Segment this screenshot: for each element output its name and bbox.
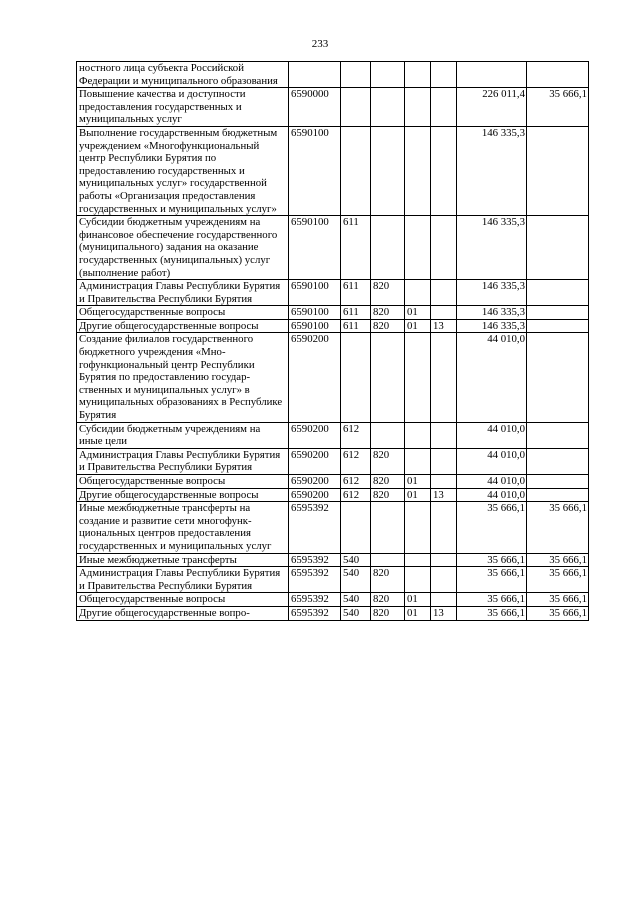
cell-target-article: 6590200: [289, 448, 341, 474]
page-number: 233: [311, 38, 329, 50]
cell-administrator: 820: [371, 280, 405, 306]
cell-target-article: 6590200: [289, 333, 341, 422]
cell-administrator: [371, 62, 405, 88]
cell-administrator: 820: [371, 567, 405, 593]
cell-target-article: 6595392: [289, 593, 341, 607]
cell-amount-federal: [527, 126, 589, 215]
cell-section: [405, 333, 431, 422]
cell-section: [405, 567, 431, 593]
cell-target-article: 6590100: [289, 126, 341, 215]
cell-target-article: 6595392: [289, 502, 341, 553]
cell-section: 01: [405, 319, 431, 333]
cell-administrator: 820: [371, 593, 405, 607]
cell-subsection: 13: [431, 488, 457, 502]
cell-section: [405, 62, 431, 88]
cell-target-article: 6590200: [289, 475, 341, 489]
cell-amount-total: 146 335,3: [457, 306, 527, 320]
cell-expense-type: 612: [341, 448, 371, 474]
cell-amount-total: 146 335,3: [457, 126, 527, 215]
cell-amount-total: 35 666,1: [457, 502, 527, 553]
table-row: [77, 88, 589, 127]
cell-amount-total: 146 335,3: [457, 319, 527, 333]
table-row: [77, 475, 589, 489]
cell-amount-total: 146 335,3: [457, 280, 527, 306]
table-row: [77, 606, 589, 620]
cell-amount-federal: [527, 448, 589, 474]
cell-target-article: 6590100: [289, 306, 341, 320]
cell-name: Другие общегосударственные вопросы: [77, 319, 289, 333]
cell-amount-federal: 35 666,1: [527, 502, 589, 553]
table-row: [77, 216, 589, 280]
cell-expense-type: [341, 333, 371, 422]
cell-amount-federal: [527, 306, 589, 320]
cell-administrator: [371, 126, 405, 215]
cell-amount-federal: [527, 280, 589, 306]
cell-expense-type: [341, 126, 371, 215]
cell-expense-type: 612: [341, 488, 371, 502]
cell-section: [405, 216, 431, 280]
table-row: [77, 567, 589, 593]
cell-section: [405, 502, 431, 553]
cell-section: [405, 553, 431, 567]
cell-administrator: [371, 502, 405, 553]
cell-amount-federal: [527, 488, 589, 502]
cell-amount-total: 44 010,0: [457, 422, 527, 448]
cell-expense-type: 611: [341, 306, 371, 320]
table-row: [77, 319, 589, 333]
cell-amount-federal: 35 666,1: [527, 593, 589, 607]
table-body: [77, 62, 589, 621]
cell-name: Общегосударственные вопросы: [77, 475, 289, 489]
cell-subsection: [431, 502, 457, 553]
cell-name: Администрация Главы Республики Бурятия и Правительства Республики Бурятия: [77, 448, 289, 474]
table-row: [77, 593, 589, 607]
table-row: [77, 448, 589, 474]
cell-name: ностного лица субъекта Российской Федерации и муниципального образования: [77, 62, 289, 88]
cell-section: [405, 422, 431, 448]
cell-expense-type: 540: [341, 606, 371, 620]
cell-administrator: 820: [371, 488, 405, 502]
cell-name: Создание филиалов государственного бюджетного учреждения «Многофункциональный центр Республики Бурятия по предоставлению государственных и муниципальных услуг» в муниципальных образованиях в Республике Бурятия: [77, 333, 289, 422]
cell-section: 01: [405, 306, 431, 320]
cell-expense-type: 611: [341, 216, 371, 280]
cell-section: [405, 448, 431, 474]
cell-administrator: 820: [371, 448, 405, 474]
cell-amount-total: 35 666,1: [457, 553, 527, 567]
cell-name: Повышение качества и доступности предоставления государственных и муниципальных услуг: [77, 88, 289, 127]
cell-expense-type: 540: [341, 593, 371, 607]
cell-amount-federal: 35 666,1: [527, 567, 589, 593]
cell-subsection: [431, 422, 457, 448]
cell-target-article: [289, 62, 341, 88]
table-row: [77, 488, 589, 502]
cell-target-article: 6595392: [289, 553, 341, 567]
cell-administrator: 820: [371, 606, 405, 620]
cell-subsection: [431, 593, 457, 607]
cell-amount-total: 35 666,1: [457, 593, 527, 607]
cell-amount-federal: [527, 216, 589, 280]
cell-amount-federal: 35 666,1: [527, 553, 589, 567]
cell-section: 01: [405, 593, 431, 607]
cell-name: Другие общегосударственные вопро-: [77, 606, 289, 620]
table-row: [77, 62, 589, 88]
cell-subsection: [431, 62, 457, 88]
cell-expense-type: 612: [341, 475, 371, 489]
table-row: [77, 422, 589, 448]
cell-amount-total: [457, 62, 527, 88]
cell-expense-type: 611: [341, 280, 371, 306]
cell-administrator: [371, 88, 405, 127]
cell-administrator: [371, 333, 405, 422]
cell-amount-federal: [527, 319, 589, 333]
cell-subsection: [431, 88, 457, 127]
cell-target-article: 6595392: [289, 567, 341, 593]
cell-name: Общегосударственные вопросы: [77, 593, 289, 607]
cell-subsection: 13: [431, 319, 457, 333]
cell-subsection: [431, 553, 457, 567]
cell-name: Общегосударственные вопросы: [77, 306, 289, 320]
cell-amount-total: 44 010,0: [457, 488, 527, 502]
cell-section: [405, 126, 431, 215]
cell-section: [405, 88, 431, 127]
cell-name: Иные межбюджетные трансферты на создание и развитие сети многофункциональных центров предоставления государственных и муниципальных услуг: [77, 502, 289, 553]
cell-subsection: [431, 333, 457, 422]
cell-subsection: [431, 448, 457, 474]
table-row: [77, 306, 589, 320]
cell-target-article: 6590100: [289, 319, 341, 333]
cell-target-article: 6595392: [289, 606, 341, 620]
cell-expense-type: 612: [341, 422, 371, 448]
cell-amount-federal: 35 666,1: [527, 606, 589, 620]
cell-subsection: [431, 306, 457, 320]
cell-section: [405, 280, 431, 306]
cell-name: Иные межбюджетные трансферты: [77, 553, 289, 567]
cell-subsection: [431, 280, 457, 306]
budget-table: [76, 61, 589, 621]
cell-name: Администрация Главы Республики Бурятия и Правительства Республики Бурятия: [77, 280, 289, 306]
cell-target-article: 6590100: [289, 216, 341, 280]
cell-amount-total: 35 666,1: [457, 606, 527, 620]
table-row: [77, 333, 589, 422]
cell-section: 01: [405, 606, 431, 620]
cell-subsection: [431, 216, 457, 280]
cell-target-article: 6590100: [289, 280, 341, 306]
cell-subsection: [431, 475, 457, 489]
table-row: [77, 280, 589, 306]
cell-amount-federal: [527, 62, 589, 88]
cell-section: 01: [405, 475, 431, 489]
table-row: [77, 553, 589, 567]
cell-name: Другие общегосударственные вопросы: [77, 488, 289, 502]
cell-name: Выполнение государственным бюджетным учреждением «Многофункциональный центр Республики Бурятия по предоставлению государственных и муниципальных услуг» государственной работы «Организация предоставления государственных и муниципальных услуг»: [77, 126, 289, 215]
cell-expense-type: [341, 502, 371, 553]
table-row: [77, 126, 589, 215]
cell-expense-type: 540: [341, 567, 371, 593]
cell-subsection: [431, 126, 457, 215]
cell-subsection: [431, 567, 457, 593]
table-row: [77, 502, 589, 553]
cell-expense-type: [341, 88, 371, 127]
cell-amount-federal: [527, 333, 589, 422]
cell-target-article: 6590200: [289, 488, 341, 502]
cell-amount-federal: [527, 475, 589, 489]
cell-section: 01: [405, 488, 431, 502]
cell-expense-type: [341, 62, 371, 88]
cell-amount-total: 146 335,3: [457, 216, 527, 280]
cell-administrator: 820: [371, 319, 405, 333]
cell-name: Субсидии бюджетным учреждениям на иные цели: [77, 422, 289, 448]
cell-amount-total: 44 010,0: [457, 448, 527, 474]
cell-expense-type: 611: [341, 319, 371, 333]
cell-administrator: [371, 216, 405, 280]
cell-administrator: 820: [371, 306, 405, 320]
cell-target-article: 6590200: [289, 422, 341, 448]
cell-name: Администрация Главы Республики Бурятия и Правительства Республики Бурятия: [77, 567, 289, 593]
cell-amount-total: 44 010,0: [457, 475, 527, 489]
cell-amount-total: 44 010,0: [457, 333, 527, 422]
cell-target-article: 6590000: [289, 88, 341, 127]
cell-administrator: 820: [371, 475, 405, 489]
cell-name: Субсидии бюджетным учреждениям на финансовое обеспечение государственного (муниципального) задания на оказание государственных (муниципальных) услуг (выполнение работ): [77, 216, 289, 280]
cell-amount-federal: 35 666,1: [527, 88, 589, 127]
cell-subsection: 13: [431, 606, 457, 620]
cell-amount-total: 226 011,4: [457, 88, 527, 127]
cell-amount-federal: [527, 422, 589, 448]
cell-expense-type: 540: [341, 553, 371, 567]
cell-administrator: [371, 422, 405, 448]
cell-administrator: [371, 553, 405, 567]
cell-amount-total: 35 666,1: [457, 567, 527, 593]
